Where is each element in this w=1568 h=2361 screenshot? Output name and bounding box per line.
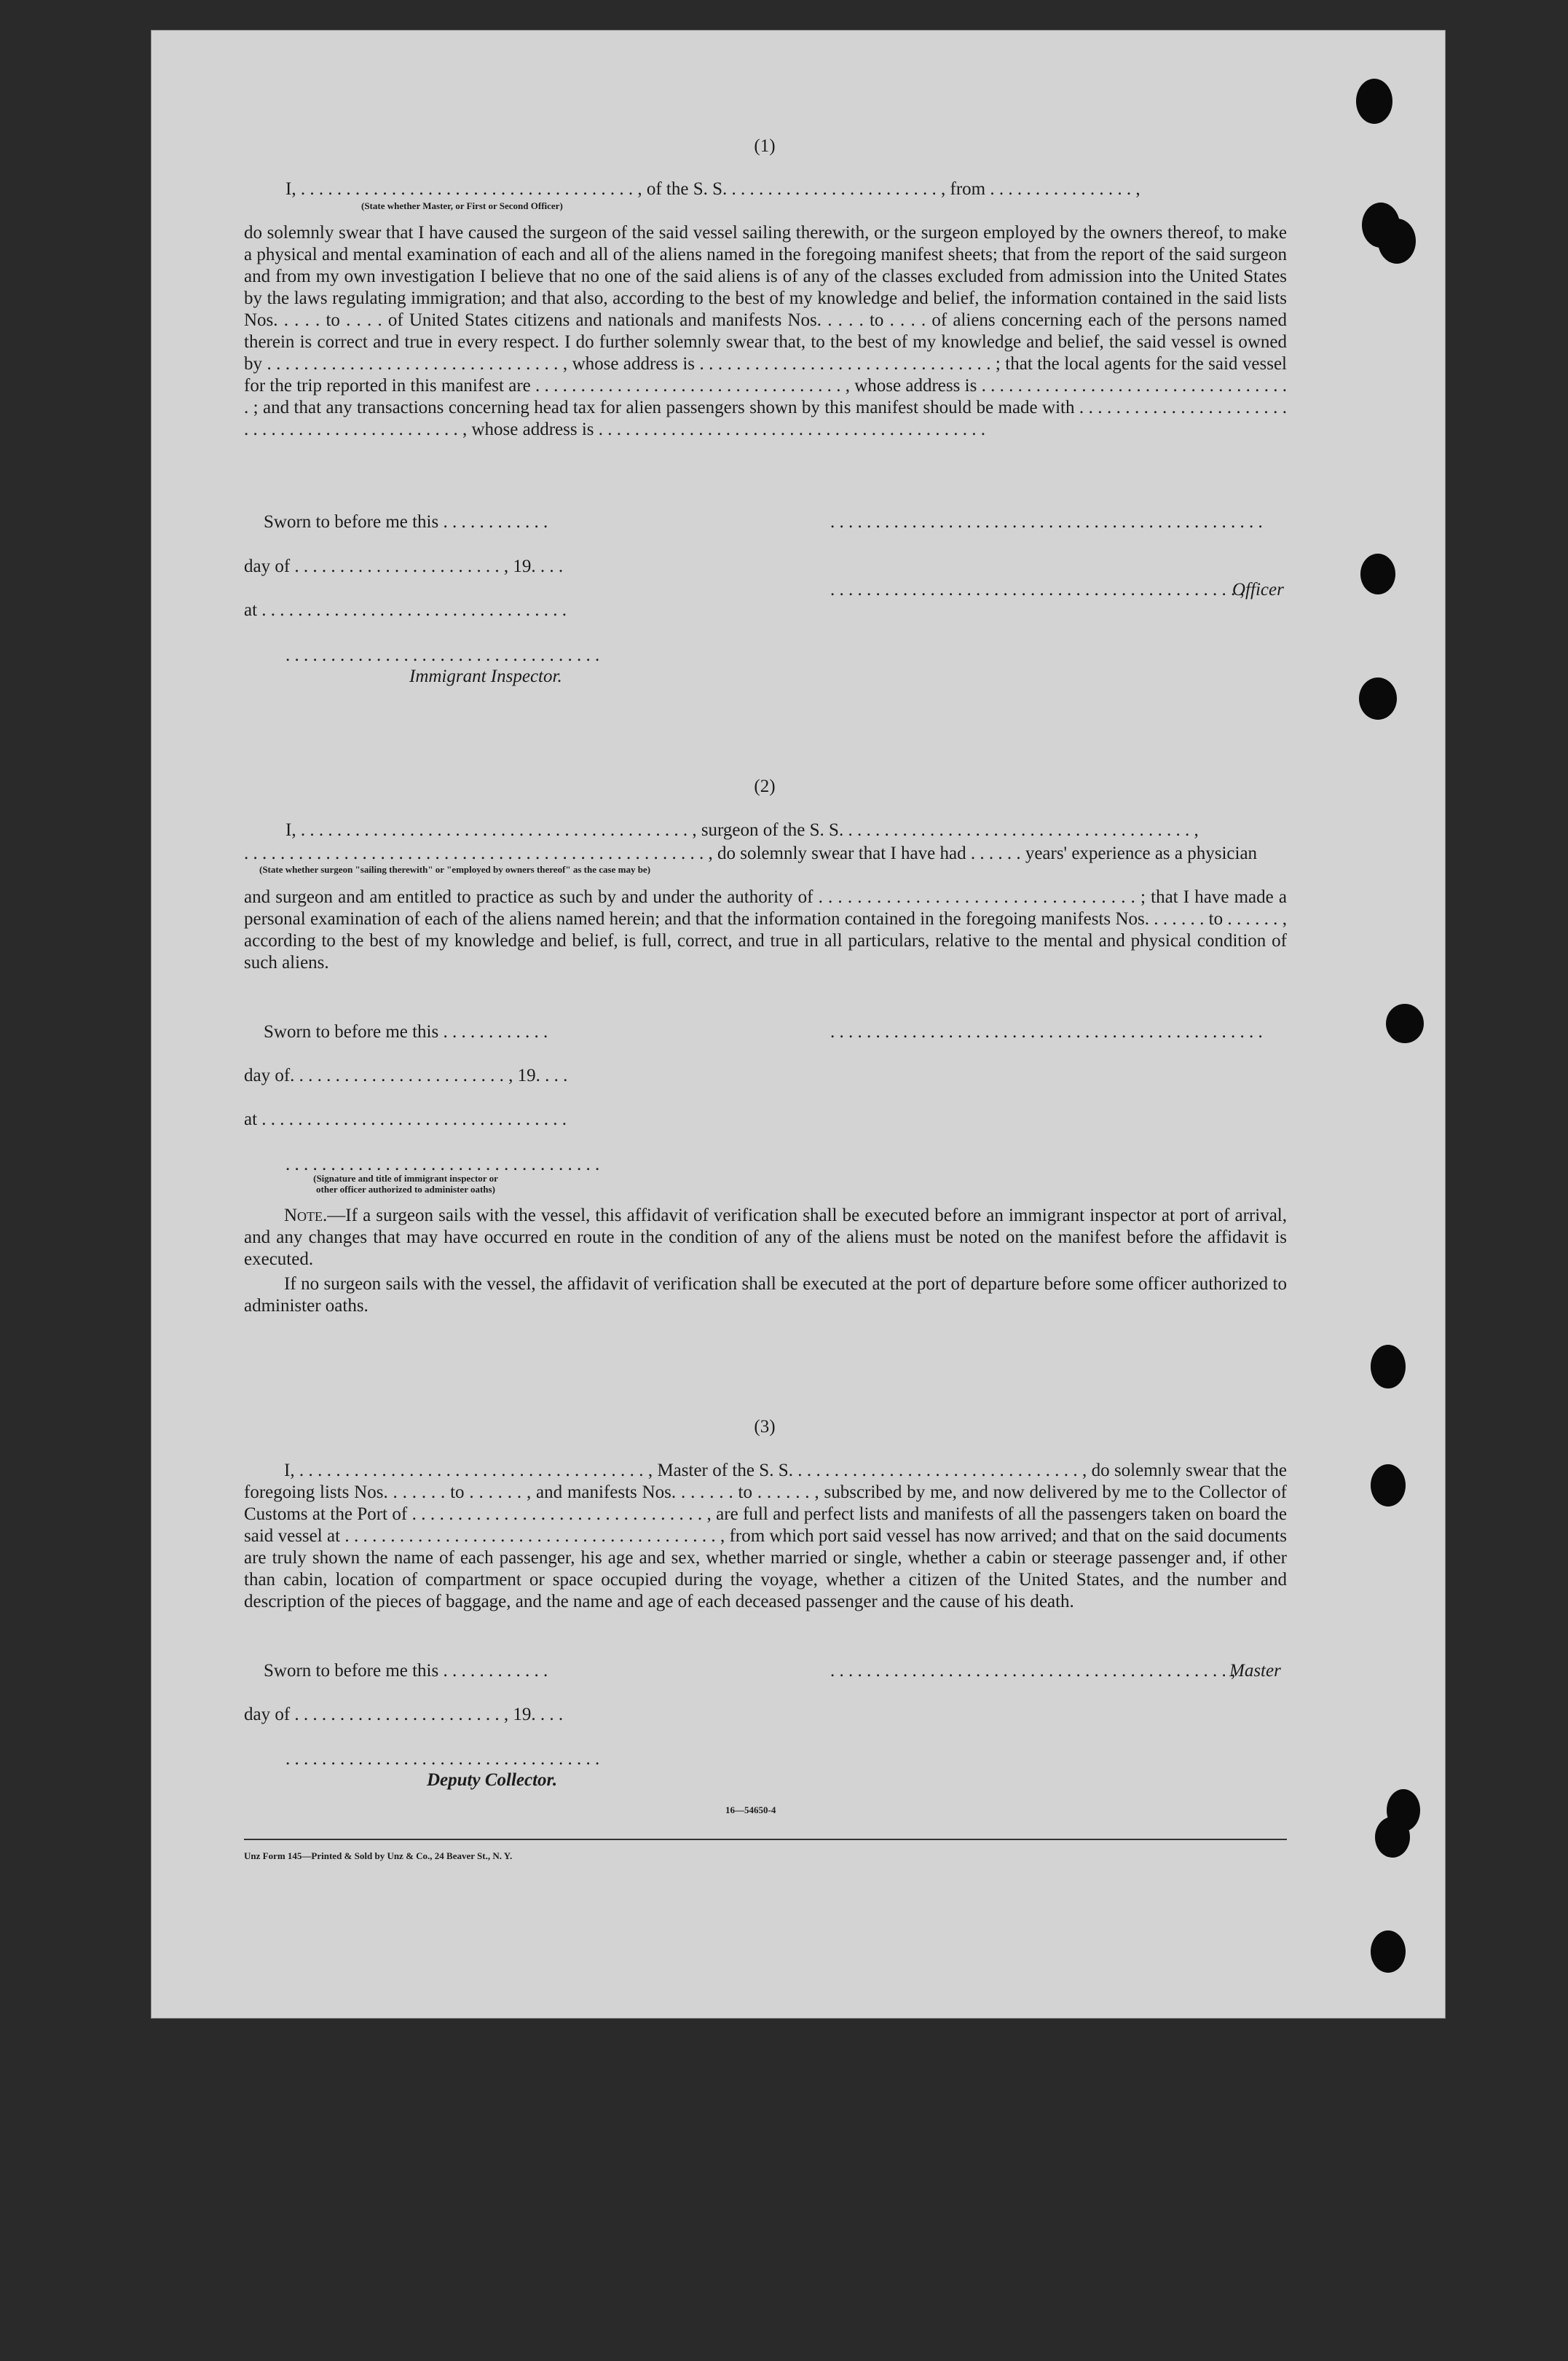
punch-hole bbox=[1386, 1004, 1424, 1043]
section2-note-paragraph-2: If no surgeon sails with the vessel, the affidavit of verification shall be executed at the port of departure before some officer authorized to administer oaths. bbox=[244, 1274, 1287, 1316]
section1-inspector-signature-line: . . . . . . . . . . . . . . . . . . . . . . . . . . . . . . . . . . . bbox=[285, 645, 600, 665]
section3-day-of-line: day of . . . . . . . . . . . . . . . . . . . . . . . , 19. . . . bbox=[244, 1705, 564, 1724]
section1-number: (1) bbox=[754, 136, 776, 156]
punch-hole bbox=[1371, 1930, 1406, 1973]
section2-experience-line: . . . . . . . . . . . . . . . . . . . . . . . . . . . . . . . . . . . . . . . . . . . . . . . . . . . , do solemnly swear that I have had . . . . . . years' experience as a physician bbox=[244, 844, 1258, 863]
section2-inspector-note: (Signature and title of immigrant inspector or other officer authorized to administer oaths) bbox=[313, 1173, 498, 1195]
section2-day-of-line: day of. . . . . . . . . . . . . . . . . . . . . . . . , 19. . . . bbox=[244, 1066, 568, 1085]
section1-inspector-label: Immigrant Inspector. bbox=[409, 667, 562, 686]
note-label: Note. bbox=[284, 1206, 328, 1225]
punch-hole bbox=[1360, 554, 1395, 594]
form-number: 16—54650-4 bbox=[725, 1804, 776, 1815]
section2-signature-line: . . . . . . . . . . . . . . . . . . . . . . . . . . . . . . . . . . . . . . . . . . . . . . . . bbox=[830, 1022, 1263, 1042]
section2-note-paragraph bbox=[244, 1205, 1287, 1270]
punch-hole bbox=[1371, 1345, 1406, 1388]
punch-hole bbox=[1356, 79, 1392, 124]
printer-line: Unz Form 145—Printed & Sold by Unz & Co., 24 Beaver St., N. Y. bbox=[244, 1850, 513, 1861]
section1-oath-text: do solemnly swear that I have caused the surgeon of the said vessel sailing therewith, or the surgeon employed by the owners thereof, to make a physical and mental examination of each and all of the aliens named in the foregoing manifest sheets; that from the report of the said surgeon and from my own investigation I believe that no one of the said aliens is of any of the classes excluded from admission into the United States by the laws regulating immigration; and that also, according to the best of my knowledge and belief, the information contained in the said lists Nos. . . . . to . . . . of United States citizens and nationals and manifests Nos. . . . . to . . . . of aliens concerning each of the persons named therein is correct and true in every respect. I do further solemnly swear that, to the best of my knowledge and belief, the said vessel is owned by . . . . . . . . . . . . . . . . . . . . . . . . . . . . . . . . , whose address is . . . . . . . . . . . . . . . . . . . . . . . . . . . . . . . . ; that the local agents for the said vessel for the trip reported in this manifest are . . . . . . . . . . . . . . . . . . . . . . . . . . . . . . . . . . , whose address is . . . . . . . . . . . . . . . . . . . . . . . . . . . . . . . . . . . ; and that any transactions concerning head tax for alien passengers shown by this manifest should be made with . . . . . . . . . . . . . . . . . . . . . . . . . . . . . . . . . . . . . . . . . . . . . . . , whose address is . . . . . . . . . . . . . . . . . . . . . . . . . . . . . . . . . . . . . . . . . . . bbox=[244, 223, 1287, 439]
section3-sworn-line: Sworn to before me this . . . . . . . . . . . . bbox=[264, 1661, 548, 1681]
punch-hole bbox=[1371, 1464, 1406, 1506]
footer-rule bbox=[244, 1839, 1287, 1840]
section1-officer-line: . . . . . . . . . . . . . . . . . . . . . . . . . . . . . . . . . . . . . . . . . . . . . , bbox=[830, 580, 1245, 600]
section2-oath-text: and surgeon and am entitled to practice as such by and under the authority of . . . . . . . . . . . . . . . . . . . . . . . . . . . . . . . . . ; that I have made a personal examination of each of the aliens named herein; and that the information contained in the foregoing manifests Nos. . . . . . . to . . . . . . , according to the best of my knowledge and belief, is full, correct, and true in all particulars, relative to the mental and physical condition of such aliens. bbox=[244, 887, 1287, 973]
section2-at-line: at . . . . . . . . . . . . . . . . . . . . . . . . . . . . . . . . . . bbox=[244, 1109, 567, 1129]
section1-officer-label: Officer bbox=[1232, 580, 1284, 600]
section3-master-label: Master bbox=[1229, 1661, 1281, 1681]
section1-officer-note: (State whether Master, or First or Second Officer) bbox=[361, 200, 563, 211]
section3-master-line: . . . . . . . . . . . . . . . . . . . . . . . . . . . . . . . . . . . . . . . . . . . . , bbox=[830, 1661, 1236, 1681]
punch-hole bbox=[1378, 219, 1416, 264]
section1-signature-line: . . . . . . . . . . . . . . . . . . . . . . . . . . . . . . . . . . . . . . . . . . . . . . . . bbox=[830, 512, 1263, 532]
section2-surgeon-note: (State whether surgeon "sailing therewith" or "employed by owners thereof" as the case may be) bbox=[259, 864, 651, 875]
section2-number: (2) bbox=[754, 777, 776, 796]
punch-hole bbox=[1375, 1817, 1410, 1858]
section3-oath-text: I, . . . . . . . . . . . . . . . . . . . . . . . . . . . . . . . . . . . . . . , Master of the S. S. . . . . . . . . . . . . . . . . . . . . . . . . . . . . . . . , do solemnly swear that the foregoing lists Nos. . . . . . . to . . . . . . , and manifests Nos. . . . . . . to . . . . . . , subscribed by me, and now delivered by me to the Collector of Customs at the Port of . . . . . . . . . . . . . . . . . . . . . . . . . . . . . . . . , are full and perfect lists and manifests of all the passengers taken on board the said vessel at . . . . . . . . . . . . . . . . . . . . . . . . . . . . . . . . . . . . . . . . . , from which port said vessel has now arrived; and that on the said documents are truly shown the name of each passenger, his age and sex, whether married or single, whether a cabin or steerage passenger and, if other than cabin, location of compartment or space occupied during the voyage, whether a citizen of the United States, and the number and description of the pieces of baggage, and the name and age of each deceased passenger and the cause of his death. bbox=[244, 1461, 1287, 1611]
section1-master-declaration-line: I, . . . . . . . . . . . . . . . . . . . . . . . . . . . . . . . . . . . . . , of the S. S. . . . . . . . . . . . . . . . . . . . . . . . , from . . . . . . . . . . . . . . . . , bbox=[285, 179, 1140, 199]
section1-sworn-line: Sworn to before me this . . . . . . . . . . . . bbox=[264, 512, 548, 532]
section2-inspector-signature-line: . . . . . . . . . . . . . . . . . . . . . . . . . . . . . . . . . . . bbox=[285, 1155, 600, 1174]
section1-at-line: at . . . . . . . . . . . . . . . . . . . . . . . . . . . . . . . . . . bbox=[244, 600, 567, 620]
note-text: —If a surgeon sails with the vessel, this affidavit of verification shall be executed before an immigrant inspector at port of arrival, and any changes that may have occurred en route in the condition of any of the aliens must be noted on the manifest before the affidavit is executed. bbox=[244, 1206, 1287, 1269]
section1-day-of-line: day of . . . . . . . . . . . . . . . . . . . . . . . , 19. . . . bbox=[244, 557, 564, 576]
section3-collector-label: Deputy Collector. bbox=[427, 1770, 558, 1790]
section3-number: (3) bbox=[754, 1417, 776, 1437]
section2-sworn-line: Sworn to before me this . . . . . . . . . . . . bbox=[264, 1022, 548, 1042]
punch-hole bbox=[1359, 677, 1397, 720]
section3-collector-signature-line: . . . . . . . . . . . . . . . . . . . . . . . . . . . . . . . . . . . bbox=[285, 1749, 600, 1769]
section2-surgeon-line: I, . . . . . . . . . . . . . . . . . . . . . . . . . . . . . . . . . . . . . . . . . . . , surgeon of the S. S. . . . . . . . . . . . . . . . . . . . . . . . . . . . . . . . . . . . . . . , bbox=[285, 820, 1199, 840]
